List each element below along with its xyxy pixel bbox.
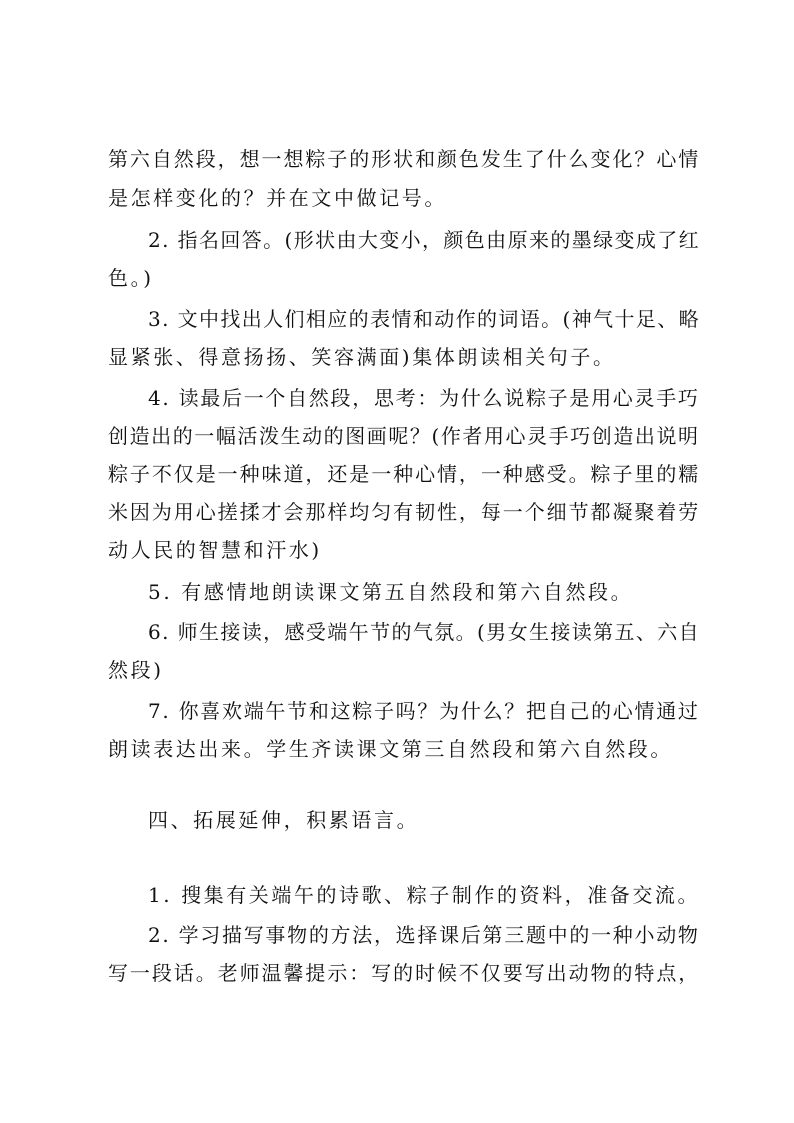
list-item-4: 4. 读最后一个自然段，思考：为什么说粽子是用心灵手巧 <box>148 386 700 410</box>
text-line: 米因为用心搓揉才会那样均匀有韧性，每一个细节都凝聚着劳 <box>108 500 701 524</box>
list-item-3: 3. 文中找出人们相应的表情和动作的词语。(神气十足、略 <box>148 307 701 331</box>
list-item-1: 1. 搜集有关端午的诗歌、粽子制作的资料，准备交流。 <box>148 883 701 907</box>
text-line: 然段) <box>108 658 164 682</box>
text-line: 色。) <box>108 266 154 290</box>
list-item-6: 6. 师生接读，感受端午节的气氛。(男女生接读第五、六自 <box>148 620 701 644</box>
text-line: 是怎样变化的？并在文中做记号。 <box>108 186 447 210</box>
text-line: 动人民的智慧和汗水) <box>108 538 322 562</box>
text-line: 写一段话。老师温馨提示：写的时候不仅要写出动物的特点， <box>108 961 701 985</box>
text-line: 第六自然段，想一想粽子的形状和颜色发生了什么变化？心情 <box>108 147 701 171</box>
list-item-2b: 2. 学习描写事物的方法，选择课后第三题中的一种小动物 <box>148 923 700 947</box>
text-line: 朗读表达出来。学生齐读课文第三自然段和第六自然段。 <box>108 737 673 761</box>
text-line: 显紧张、得意扬扬、笑容满面)集体朗读相关句子。 <box>108 345 616 369</box>
list-item-5: 5. 有感情地朗读课文第五自然段和第六自然段。 <box>148 580 634 604</box>
section-heading: 四、拓展延伸，积累语言。 <box>148 808 420 832</box>
text-line: 粽子不仅是一种味道，还是一种心情，一种感受。粽子里的糯 <box>108 462 701 486</box>
list-item-2: 2. 指名回答。(形状由大变小，颜色由原来的墨绿变成了红 <box>148 228 701 252</box>
text-line: 创造出的一幅活泼生动的图画呢？(作者用心灵手巧创造出说明 <box>108 424 700 448</box>
list-item-7: 7. 你喜欢端午节和这粽子吗？为什么？把自己的心情通过 <box>148 699 700 723</box>
